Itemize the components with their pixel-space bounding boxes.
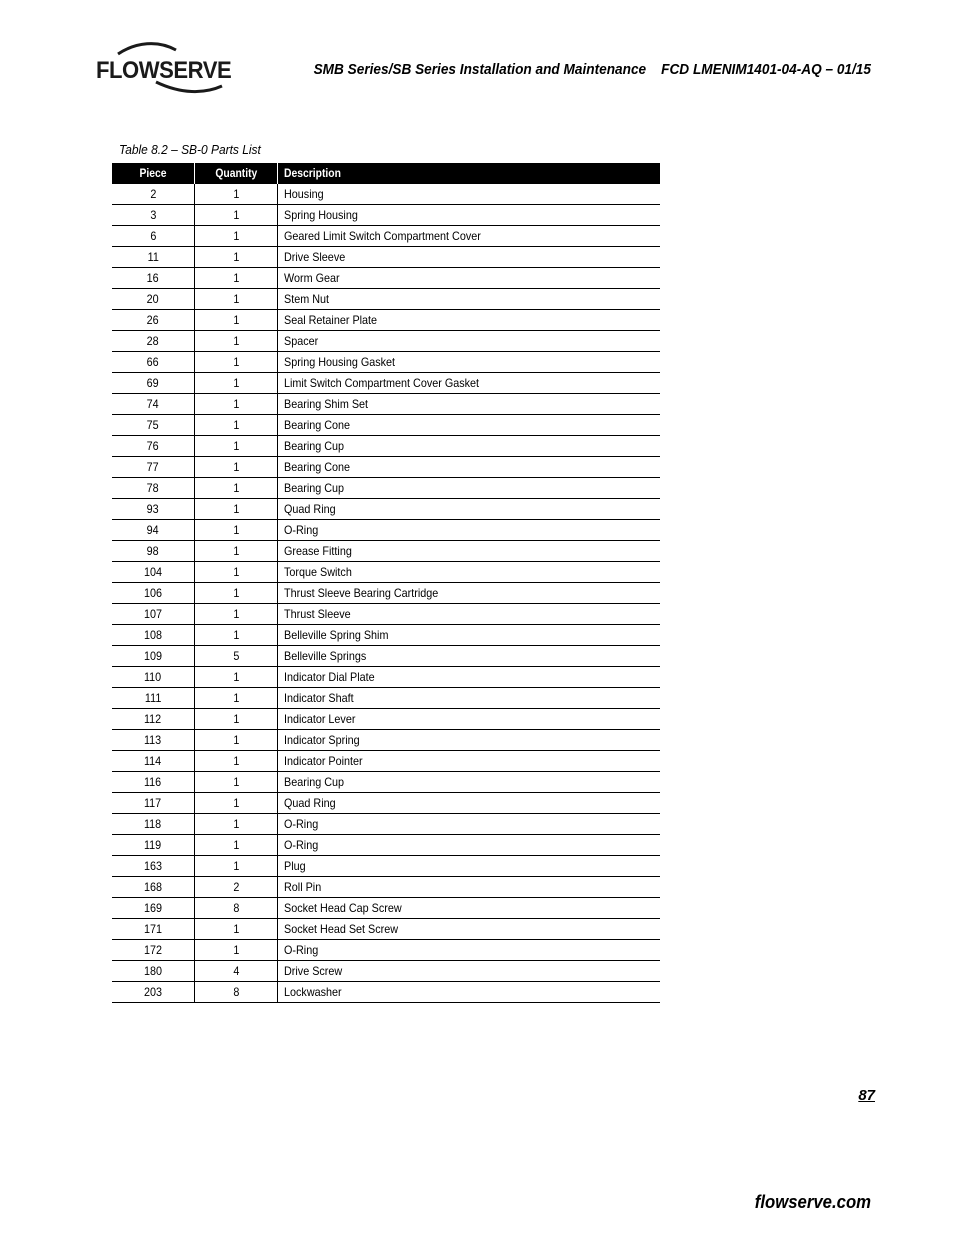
cell-piece: 69 xyxy=(112,373,195,394)
cell-description: Quad Ring xyxy=(278,793,661,814)
document-code: FCD LMENIM1401-04-AQ – 01/15 xyxy=(661,62,871,78)
table-row xyxy=(112,520,660,541)
cell-piece: 98 xyxy=(112,541,195,562)
cell-piece: 114 xyxy=(112,751,195,772)
cell-quantity: 8 xyxy=(195,982,278,1003)
cell-piece: 108 xyxy=(112,625,195,646)
cell-description: Belleville Springs xyxy=(278,646,661,667)
cell-description: Geared Limit Switch Compartment Cover xyxy=(278,226,661,247)
cell-quantity: 1 xyxy=(195,394,278,415)
cell-description: Seal Retainer Plate xyxy=(278,310,661,331)
cell-description: Torque Switch xyxy=(278,562,661,583)
cell-quantity: 1 xyxy=(195,772,278,793)
table-row xyxy=(112,604,660,625)
cell-piece: 171 xyxy=(112,919,195,940)
table-row xyxy=(112,667,660,688)
cell-quantity: 1 xyxy=(195,709,278,730)
column-header-description: Description xyxy=(278,163,661,184)
cell-description: Bearing Cup xyxy=(278,436,661,457)
table-row xyxy=(112,373,660,394)
cell-quantity: 1 xyxy=(195,373,278,394)
cell-quantity: 1 xyxy=(195,751,278,772)
cell-description: Housing xyxy=(278,184,661,205)
cell-quantity: 5 xyxy=(195,646,278,667)
cell-description: Roll Pin xyxy=(278,877,661,898)
cell-quantity: 1 xyxy=(195,541,278,562)
cell-piece: 2 xyxy=(112,184,195,205)
cell-piece: 107 xyxy=(112,604,195,625)
table-row xyxy=(112,205,660,226)
table-row xyxy=(112,562,660,583)
cell-quantity: 1 xyxy=(195,814,278,835)
cell-piece: 104 xyxy=(112,562,195,583)
cell-piece: 109 xyxy=(112,646,195,667)
cell-piece: 66 xyxy=(112,352,195,373)
table-row xyxy=(112,226,660,247)
table-row xyxy=(112,541,660,562)
cell-quantity: 1 xyxy=(195,793,278,814)
cell-piece: 94 xyxy=(112,520,195,541)
table-row xyxy=(112,268,660,289)
cell-piece: 117 xyxy=(112,793,195,814)
cell-quantity: 1 xyxy=(195,625,278,646)
table-row xyxy=(112,247,660,268)
table-header-row xyxy=(112,163,660,184)
cell-description: Spring Housing Gasket xyxy=(278,352,661,373)
cell-description: Worm Gear xyxy=(278,268,661,289)
cell-piece: 113 xyxy=(112,730,195,751)
cell-description: Socket Head Set Screw xyxy=(278,919,661,940)
cell-quantity: 1 xyxy=(195,856,278,877)
cell-description: Belleville Spring Shim xyxy=(278,625,661,646)
cell-quantity: 1 xyxy=(195,940,278,961)
cell-description: Indicator Spring xyxy=(278,730,661,751)
cell-quantity: 1 xyxy=(195,499,278,520)
table-row xyxy=(112,709,660,730)
cell-piece: 169 xyxy=(112,898,195,919)
table-row xyxy=(112,352,660,373)
cell-piece: 172 xyxy=(112,940,195,961)
cell-description: O-Ring xyxy=(278,835,661,856)
cell-piece: 106 xyxy=(112,583,195,604)
table-row xyxy=(112,478,660,499)
cell-piece: 180 xyxy=(112,961,195,982)
footer-website: flowserve.com xyxy=(754,1192,871,1212)
cell-quantity: 1 xyxy=(195,310,278,331)
cell-quantity: 1 xyxy=(195,688,278,709)
cell-description: Quad Ring xyxy=(278,499,661,520)
table-row xyxy=(112,688,660,709)
cell-quantity: 1 xyxy=(195,478,278,499)
cell-quantity: 1 xyxy=(195,667,278,688)
cell-piece: 111 xyxy=(112,688,195,709)
table-row xyxy=(112,436,660,457)
cell-description: Thrust Sleeve Bearing Cartridge xyxy=(278,583,661,604)
cell-quantity: 1 xyxy=(195,835,278,856)
table-row xyxy=(112,898,660,919)
cell-description: Limit Switch Compartment Cover Gasket xyxy=(278,373,661,394)
cell-description: Spring Housing xyxy=(278,205,661,226)
cell-piece: 119 xyxy=(112,835,195,856)
cell-quantity: 1 xyxy=(195,331,278,352)
table-row xyxy=(112,499,660,520)
cell-quantity: 1 xyxy=(195,352,278,373)
table-row xyxy=(112,961,660,982)
parts-table xyxy=(112,163,660,1003)
cell-description: Indicator Lever xyxy=(278,709,661,730)
cell-quantity: 2 xyxy=(195,877,278,898)
cell-piece: 93 xyxy=(112,499,195,520)
cell-quantity: 8 xyxy=(195,898,278,919)
cell-piece: 118 xyxy=(112,814,195,835)
table-row xyxy=(112,751,660,772)
cell-description: Bearing Cone xyxy=(278,415,661,436)
logo-wordmark: FLOWSERVE xyxy=(96,57,232,84)
table-row xyxy=(112,415,660,436)
cell-quantity: 1 xyxy=(195,436,278,457)
cell-quantity: 1 xyxy=(195,730,278,751)
cell-description: Indicator Shaft xyxy=(278,688,661,709)
cell-description: Indicator Dial Plate xyxy=(278,667,661,688)
cell-piece: 78 xyxy=(112,478,195,499)
cell-description: Lockwasher xyxy=(278,982,661,1003)
table-row xyxy=(112,982,660,1003)
cell-piece: 76 xyxy=(112,436,195,457)
cell-quantity: 4 xyxy=(195,961,278,982)
cell-quantity: 1 xyxy=(195,520,278,541)
cell-quantity: 1 xyxy=(195,562,278,583)
table-row xyxy=(112,772,660,793)
cell-piece: 6 xyxy=(112,226,195,247)
table-row xyxy=(112,625,660,646)
cell-piece: 203 xyxy=(112,982,195,1003)
cell-piece: 16 xyxy=(112,268,195,289)
table-row xyxy=(112,310,660,331)
cell-quantity: 1 xyxy=(195,457,278,478)
table-row xyxy=(112,289,660,310)
cell-description: Plug xyxy=(278,856,661,877)
cell-quantity: 1 xyxy=(195,184,278,205)
cell-description: O-Ring xyxy=(278,814,661,835)
cell-description: Bearing Cone xyxy=(278,457,661,478)
table-row xyxy=(112,184,660,205)
cell-quantity: 1 xyxy=(195,268,278,289)
table-row xyxy=(112,793,660,814)
cell-description: Stem Nut xyxy=(278,289,661,310)
cell-description: Grease Fitting xyxy=(278,541,661,562)
cell-quantity: 1 xyxy=(195,205,278,226)
column-header-piece: Piece xyxy=(112,163,195,184)
column-header-quantity: Quantity xyxy=(195,163,278,184)
table-row xyxy=(112,394,660,415)
cell-piece: 116 xyxy=(112,772,195,793)
cell-description: O-Ring xyxy=(278,520,661,541)
cell-piece: 110 xyxy=(112,667,195,688)
cell-description: Bearing Cup xyxy=(278,772,661,793)
cell-description: Bearing Cup xyxy=(278,478,661,499)
table-row xyxy=(112,877,660,898)
cell-piece: 28 xyxy=(112,331,195,352)
table-row xyxy=(112,919,660,940)
cell-description: Socket Head Cap Screw xyxy=(278,898,661,919)
document-header xyxy=(314,62,871,78)
cell-quantity: 1 xyxy=(195,583,278,604)
cell-piece: 112 xyxy=(112,709,195,730)
cell-piece: 26 xyxy=(112,310,195,331)
cell-description: Drive Sleeve xyxy=(278,247,661,268)
cell-piece: 20 xyxy=(112,289,195,310)
series-title: SMB Series/SB Series Installation and Maintenance xyxy=(313,62,647,78)
table-row xyxy=(112,331,660,352)
cell-piece: 77 xyxy=(112,457,195,478)
cell-description: Spacer xyxy=(278,331,661,352)
table-row xyxy=(112,583,660,604)
flowserve-logo xyxy=(96,42,236,96)
cell-piece: 74 xyxy=(112,394,195,415)
cell-piece: 75 xyxy=(112,415,195,436)
cell-description: Indicator Pointer xyxy=(278,751,661,772)
table-row xyxy=(112,940,660,961)
cell-quantity: 1 xyxy=(195,415,278,436)
table-row xyxy=(112,457,660,478)
table-row xyxy=(112,646,660,667)
table-caption: Table 8.2 – SB-0 Parts List xyxy=(119,142,261,157)
cell-piece: 168 xyxy=(112,877,195,898)
cell-description: Bearing Shim Set xyxy=(278,394,661,415)
cell-description: Drive Screw xyxy=(278,961,661,982)
cell-quantity: 1 xyxy=(195,604,278,625)
cell-quantity: 1 xyxy=(195,226,278,247)
table-row xyxy=(112,814,660,835)
cell-piece: 163 xyxy=(112,856,195,877)
table-row xyxy=(112,856,660,877)
cell-piece: 3 xyxy=(112,205,195,226)
cell-quantity: 1 xyxy=(195,289,278,310)
cell-description: Thrust Sleeve xyxy=(278,604,661,625)
cell-quantity: 1 xyxy=(195,919,278,940)
table-row xyxy=(112,730,660,751)
table-row xyxy=(112,835,660,856)
cell-piece: 11 xyxy=(112,247,195,268)
cell-quantity: 1 xyxy=(195,247,278,268)
cell-description: O-Ring xyxy=(278,940,661,961)
page-number: 87 xyxy=(858,1087,875,1104)
